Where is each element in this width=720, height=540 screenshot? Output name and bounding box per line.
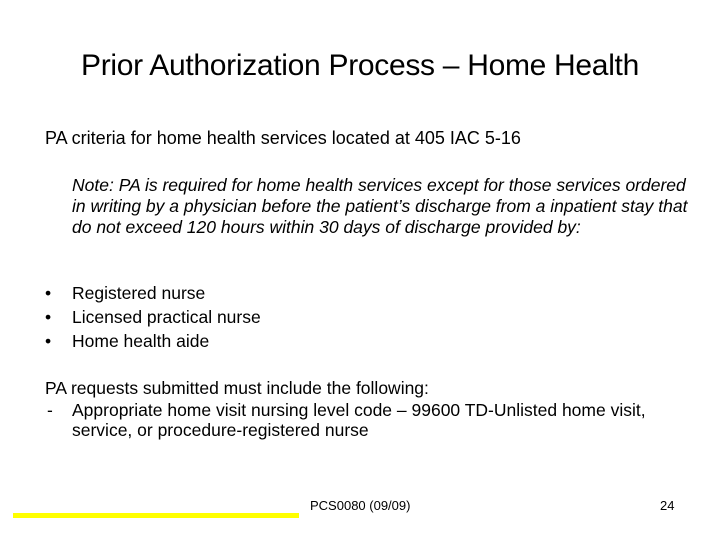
dash-icon: -	[47, 400, 53, 420]
criteria-text: PA criteria for home health services located at 405 IAC 5-16	[45, 128, 521, 148]
list-item	[45, 281, 261, 305]
requests-heading: PA requests submitted must include the following:	[45, 378, 429, 398]
list-item-label: Licensed practical nurse	[72, 307, 261, 327]
bullet-icon: •	[45, 307, 52, 327]
provider-list	[45, 281, 261, 353]
footer-accent-bar	[13, 513, 299, 518]
list-item	[45, 329, 261, 353]
page-number: 24	[660, 498, 675, 513]
request-item-text: Appropriate home visit nursing level code – 99600 TD-Unlisted home visit, service, or procedure-registered nurse	[72, 400, 646, 440]
request-item	[45, 400, 665, 440]
list-item-label: Registered nurse	[72, 283, 206, 303]
footer-code: PCS0080 (09/09)	[310, 498, 411, 513]
bullet-icon: •	[45, 331, 52, 351]
list-item	[45, 305, 261, 329]
slide-title: Prior Authorization Process – Home Health	[81, 49, 639, 82]
note-text: Note: PA is required for home health services except for those services ordered in writing by a physician before the patient’s discharge from a inpatient stay that do not exceed 120 hours within 30 days of discharge provided by:	[72, 175, 688, 237]
list-item-label: Home health aide	[72, 331, 210, 351]
bullet-icon: •	[45, 283, 52, 303]
